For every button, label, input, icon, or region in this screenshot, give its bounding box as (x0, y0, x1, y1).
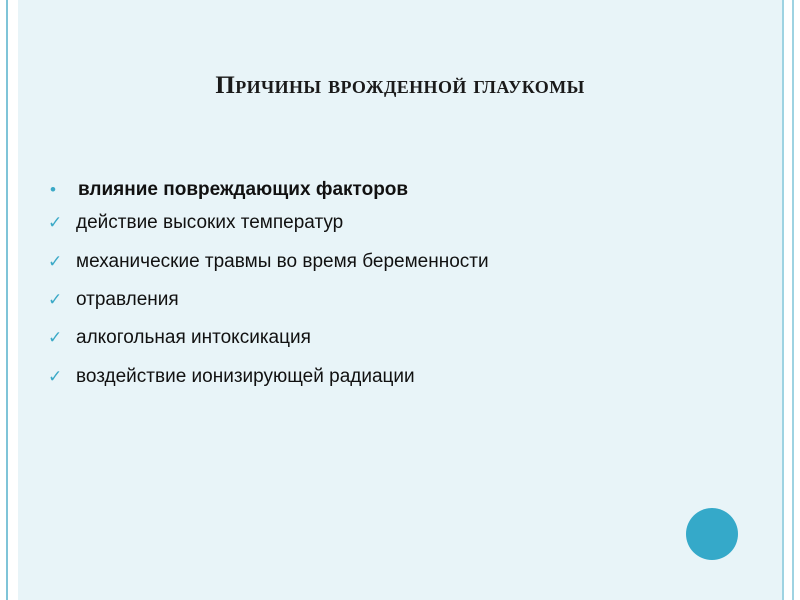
list-item-label: механические травмы во время беременности (76, 250, 489, 272)
list-item (42, 326, 742, 350)
list-item-label: воздействие ионизирующей радиации (76, 365, 415, 387)
dot-bullet-icon: • (50, 180, 56, 199)
list-item-label: отравления (76, 288, 179, 310)
list-item-label: алкогольная интоксикация (76, 327, 311, 349)
checkmark-bullet-icon: ✓ (48, 251, 63, 271)
list-item (42, 250, 742, 274)
checkmark-bullet-icon: ✓ (48, 366, 63, 386)
list-item (42, 288, 742, 312)
list-item (42, 178, 742, 202)
list-item (42, 365, 742, 389)
checkmark-bullet-icon: ✓ (48, 289, 63, 309)
left-edge-inner-band (8, 0, 18, 600)
checkmark-bullet-icon: ✓ (48, 328, 63, 348)
list-item (42, 211, 742, 235)
bullet-list (42, 178, 742, 403)
list-item-label: влияние повреждающих факторов (78, 179, 409, 200)
list-item-label: действие высоких температур (76, 212, 344, 234)
right-edge-accent-line (792, 0, 794, 600)
checkmark-bullet-icon: ✓ (48, 213, 63, 233)
decorative-circle (686, 508, 738, 560)
slide-title: Причины врожденной глаукомы (215, 72, 585, 99)
